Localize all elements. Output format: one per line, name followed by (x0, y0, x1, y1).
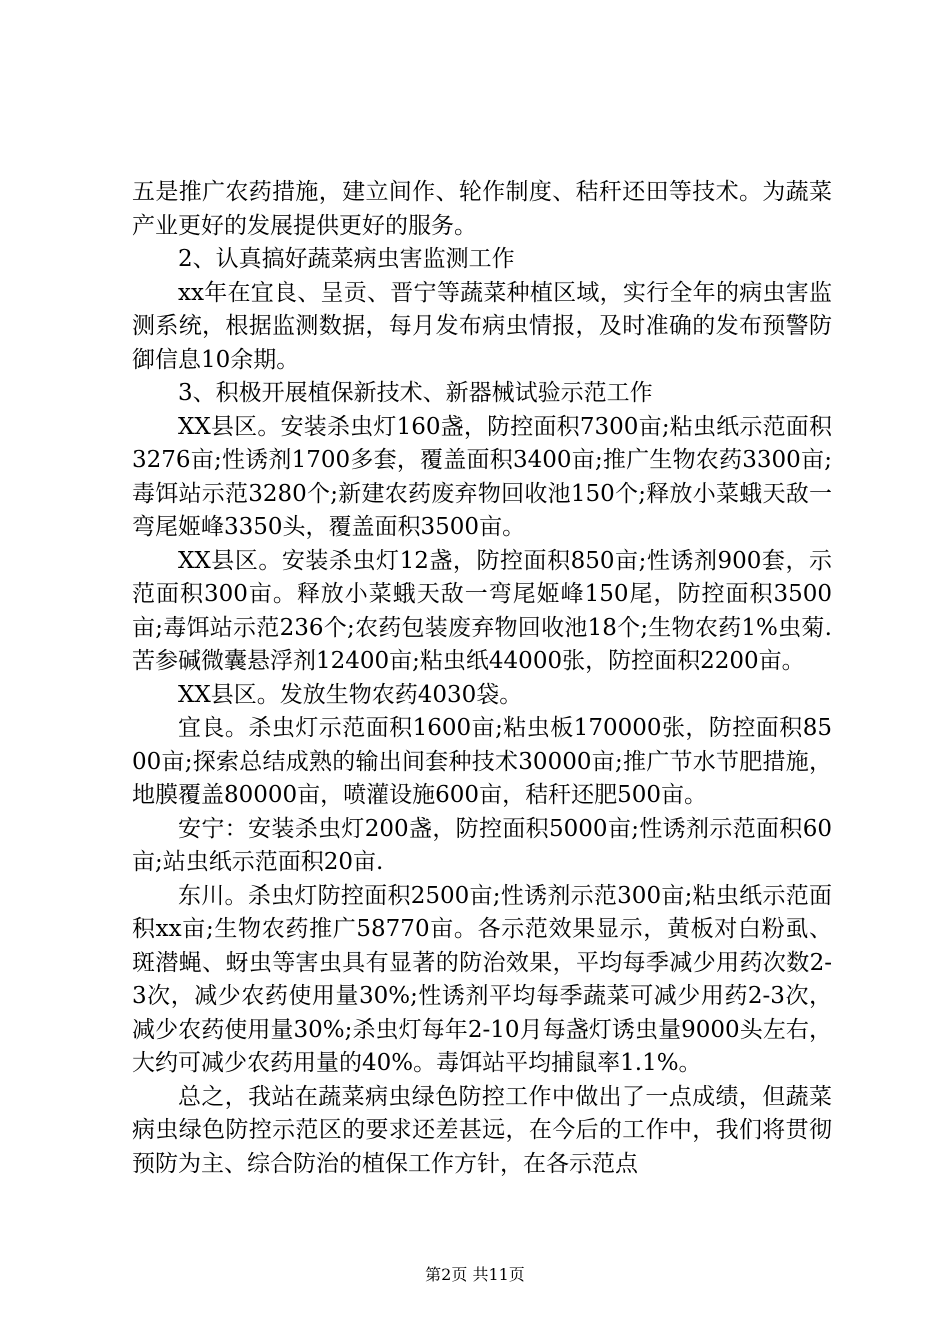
paragraph: 宜良。杀虫灯示范面积1600亩;粘虫板170000张，防控面积8500亩;探索总结成熟的输出间套种技术30000亩;推广节水节肥措施，地膜覆盖80000亩，喷灌设施600亩，秸秆还肥500亩。 (132, 715, 832, 808)
paragraph: XX县区。安装杀虫灯160盏，防控面积7300亩;粘虫纸示范面积3276亩;性诱剂1700多套，覆盖面积3400亩;推广生物农药3300亩;毒饵站示范3280个;新建农药废弃物回收池150个;释放小菜蛾天敌一弯尾姬峰3350头，覆盖面积3500亩。 (132, 413, 832, 540)
page-number-footer: 第2页 共11页 (425, 1265, 525, 1284)
paragraph: xx年在宜良、呈贡、晋宁等蔬菜种植区域，实行全年的病虫害监测系统，根据监测数据，每月发布病虫情报，及时准确的发布预警防御信息10余期。 (132, 279, 832, 373)
paragraph: 五是推广农药措施，建立间作、轮作制度、秸秆还田等技术。为蔬菜产业更好的发展提供更好的服务。 (132, 179, 832, 239)
paragraph: 安宁：安装杀虫灯200盏，防控面积5000亩;性诱剂示范面积60亩;站虫纸示范面积20亩. (132, 815, 832, 875)
paragraph: XX县区。发放生物农药4030袋。 (178, 681, 523, 708)
section-heading: 2、认真搞好蔬菜病虫害监测工作 (178, 246, 515, 272)
paragraph: XX县区。安装杀虫灯12盏，防控面积850亩;性诱剂900套，示范面积300亩。释放小菜蛾天敌一弯尾姬峰150尾，防控面积3500亩;毒饵站示范236个;农药包装废弃物回收池18个;生物农药1%虫菊.苦参碱微囊悬浮剂12400亩;粘虫纸44000张，防控面积2200亩。 (132, 547, 832, 674)
section-heading: 3、积极开展植保新技术、新器械试验示范工作 (178, 380, 653, 406)
paragraph: 总之，我站在蔬菜病虫绿色防控工作中做出了一点成绩，但蔬菜病虫绿色防控示范区的要求还差甚远，在今后的工作中，我们将贯彻预防为主、综合防治的植保工作方针，在各示范点 (132, 1083, 832, 1177)
document-body (132, 176, 832, 1181)
paragraph: 东川。杀虫灯防控面积2500亩;性诱剂示范300亩;粘虫纸示范面积xx亩;生物农药推广58770亩。各示范效果显示，黄板对白粉虱、斑潜蝇、蚜虫等害虫具有显著的防治效果，平均每季减少用药次数2-3次，减少农药使用量30%;性诱剂平均每季蔬菜可减少用药2-3次，减少农药使用量30%;杀虫灯每年2-10月每盏灯诱虫量9000头左右，大约可减少农药用量的40%。毒饵站平均捕鼠率1.1%。 (132, 882, 832, 1076)
